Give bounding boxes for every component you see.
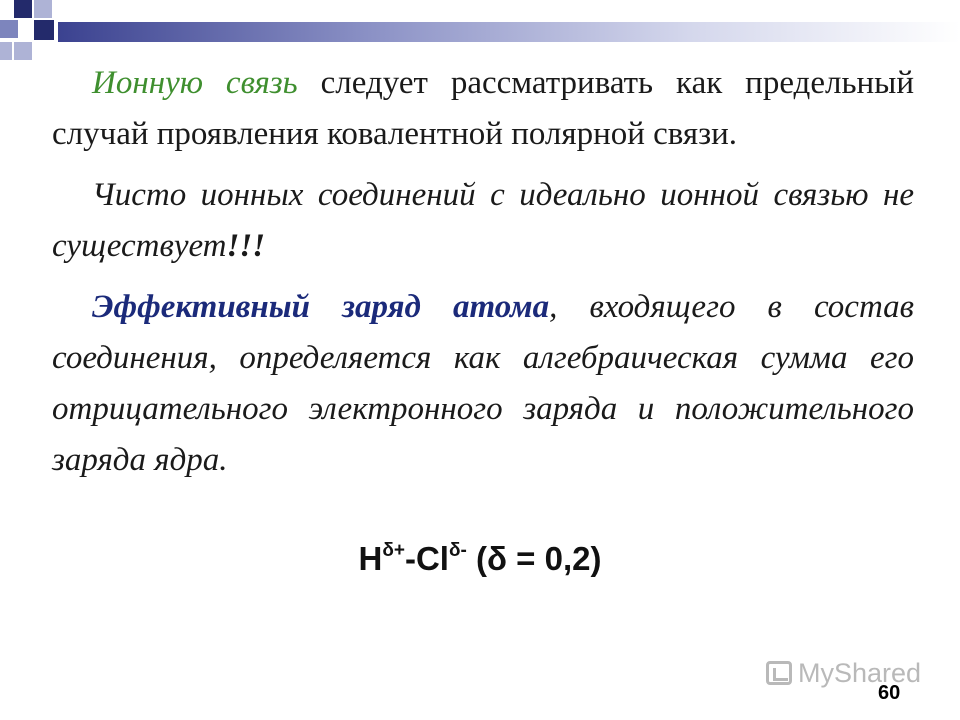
term-effective-charge: Эффективный заряд атома (92, 289, 550, 325)
header-square-5 (14, 42, 32, 60)
formula-cl: -Cl (404, 540, 449, 577)
header-gradient-bar (58, 22, 960, 42)
formula-h-charge: δ+ (382, 540, 405, 561)
paragraph-effective-charge (52, 282, 914, 486)
paragraph-ionic-bond-text: следует рассматривать как предельный случай проявления ковалентной полярной связи. (52, 65, 914, 152)
header-square-1 (14, 0, 32, 18)
exclamation-emphasis: !!! (226, 228, 266, 264)
header-square-3 (0, 20, 18, 38)
formula-cl-charge: δ- (448, 540, 467, 561)
slide-body (52, 58, 914, 496)
paragraph-effective-charge-text: , входящего в состав соединения, определяется как алгебраическая сумма его отрицательного электронного заряда и положительного заряда ядра. (52, 289, 915, 478)
header-square-2 (34, 0, 52, 18)
watermark-text: MyShared (798, 657, 922, 688)
paragraph-no-pure-ionic-text: Чисто ионных соединений с идеально ионной связью не существует (52, 177, 914, 264)
formula-hcl (0, 540, 960, 578)
header-square-4 (34, 20, 54, 40)
paragraph-ionic-bond (52, 58, 914, 160)
header-square-6 (0, 42, 12, 60)
paragraph-no-pure-ionic (52, 170, 914, 272)
formula-delta-value: (δ = 0,2) (466, 540, 602, 577)
term-ionic-bond: Ионную связь (92, 65, 298, 101)
presentation-icon (766, 661, 792, 685)
page-number: 60 (878, 682, 901, 704)
formula-h: H (358, 540, 383, 577)
